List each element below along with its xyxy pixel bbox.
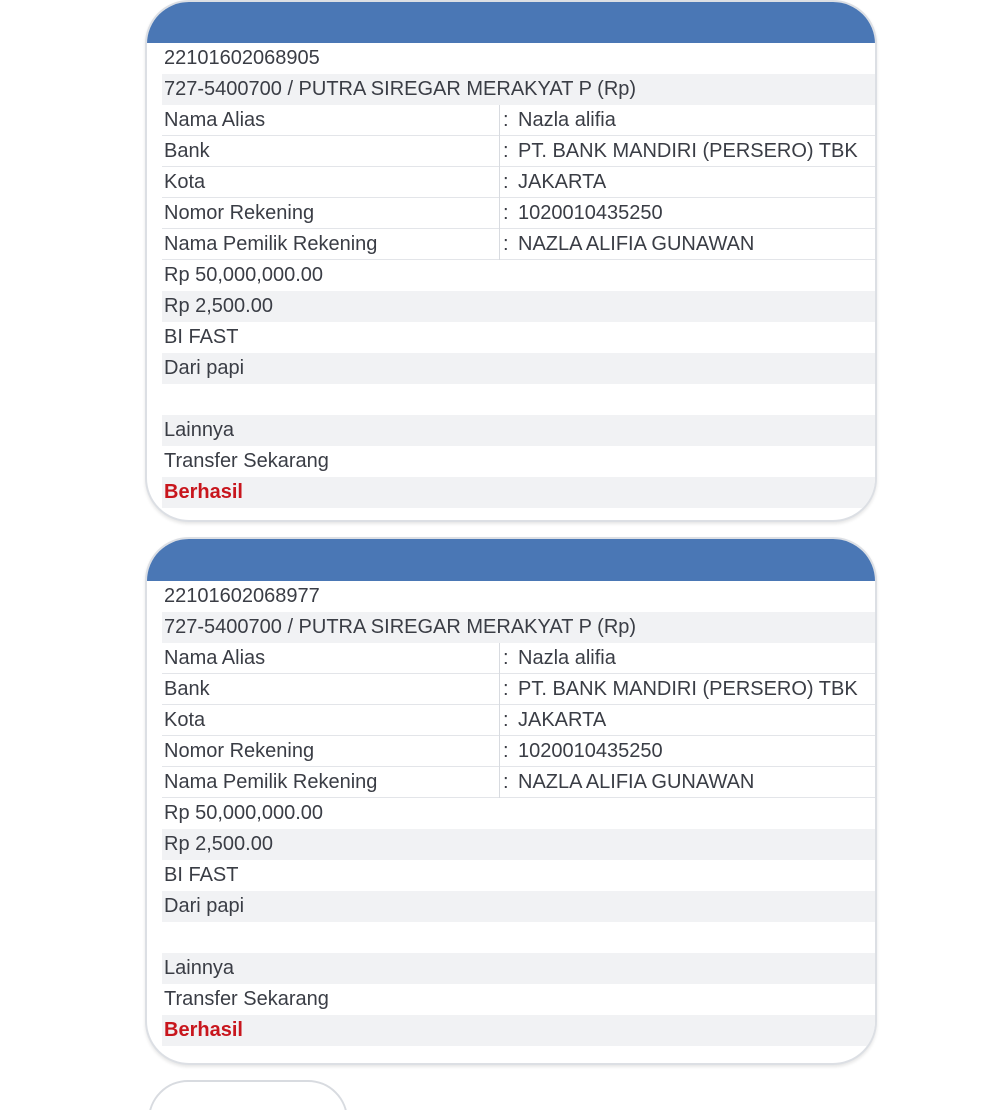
blank-row bbox=[162, 384, 875, 415]
card-header bbox=[147, 2, 875, 43]
detail-row-alias bbox=[162, 105, 875, 136]
transfer-note: Dari papi bbox=[162, 353, 875, 384]
transfer-category: Lainnya bbox=[162, 953, 875, 984]
detail-row-city bbox=[162, 705, 875, 736]
partial-next-card[interactable] bbox=[148, 1080, 348, 1110]
detail-separator: : bbox=[499, 643, 511, 674]
transaction-rows bbox=[147, 581, 875, 1046]
detail-separator: : bbox=[499, 767, 511, 798]
reference-number: 22101602068905 bbox=[164, 47, 320, 69]
detail-value: 1020010435250 bbox=[518, 202, 663, 224]
detail-separator: : bbox=[499, 198, 511, 229]
detail-separator: : bbox=[499, 105, 511, 136]
detail-row-account-owner bbox=[162, 229, 875, 260]
detail-row-account-number bbox=[162, 736, 875, 767]
source-account: 727-5400700 / PUTRA SIREGAR MERAKYAT P (Rp) bbox=[162, 74, 875, 105]
detail-value: Nazla alifia bbox=[518, 109, 616, 131]
detail-row-alias bbox=[162, 643, 875, 674]
detail-separator: : bbox=[499, 736, 511, 767]
transfer-category: Lainnya bbox=[162, 415, 875, 446]
transaction-card bbox=[145, 537, 877, 1065]
detail-value: Nazla alifia bbox=[518, 647, 616, 669]
transfer-method: BI FAST bbox=[164, 326, 239, 348]
transfer-schedule: Transfer Sekarang bbox=[164, 450, 329, 472]
detail-label: Nama Pemilik Rekening bbox=[164, 233, 378, 255]
detail-separator: : bbox=[499, 167, 511, 198]
transfer-note: Dari papi bbox=[162, 891, 875, 922]
transfer-fee: Rp 2,500.00 bbox=[162, 291, 875, 322]
detail-separator: : bbox=[499, 674, 511, 705]
blank-row bbox=[162, 922, 875, 953]
detail-label: Bank bbox=[164, 140, 210, 162]
reference-number: 22101602068977 bbox=[164, 585, 320, 607]
status-badge: Berhasil bbox=[162, 1015, 875, 1046]
detail-label: Kota bbox=[164, 709, 206, 731]
detail-row-city bbox=[162, 167, 875, 198]
detail-label: Nama Alias bbox=[164, 109, 266, 131]
detail-row-bank bbox=[162, 136, 875, 167]
transaction-rows bbox=[147, 43, 875, 508]
detail-label: Nama Pemilik Rekening bbox=[164, 771, 378, 793]
detail-label: Nomor Rekening bbox=[164, 740, 315, 762]
detail-value: JAKARTA bbox=[518, 709, 607, 731]
detail-value: NAZLA ALIFIA GUNAWAN bbox=[518, 233, 755, 255]
detail-value: PT. BANK MANDIRI (PERSERO) TBK bbox=[518, 140, 858, 162]
detail-value: PT. BANK MANDIRI (PERSERO) TBK bbox=[518, 678, 858, 700]
detail-label: Kota bbox=[164, 171, 206, 193]
source-account: 727-5400700 / PUTRA SIREGAR MERAKYAT P (Rp) bbox=[162, 612, 875, 643]
detail-row-account-owner bbox=[162, 767, 875, 798]
transfer-schedule: Transfer Sekarang bbox=[164, 988, 329, 1010]
detail-value: 1020010435250 bbox=[518, 740, 663, 762]
detail-separator: : bbox=[499, 705, 511, 736]
detail-label: Nama Alias bbox=[164, 647, 266, 669]
detail-separator: : bbox=[499, 136, 511, 167]
transfer-method: BI FAST bbox=[164, 864, 239, 886]
detail-separator: : bbox=[499, 229, 511, 260]
detail-value: NAZLA ALIFIA GUNAWAN bbox=[518, 771, 755, 793]
card-header bbox=[147, 539, 875, 581]
detail-label: Nomor Rekening bbox=[164, 202, 315, 224]
transfer-amount: Rp 50,000,000.00 bbox=[164, 264, 324, 286]
transaction-card bbox=[145, 0, 877, 522]
detail-row-account-number bbox=[162, 198, 875, 229]
detail-value: JAKARTA bbox=[518, 171, 607, 193]
detail-label: Bank bbox=[164, 678, 210, 700]
status-badge: Berhasil bbox=[162, 477, 875, 508]
transfer-amount: Rp 50,000,000.00 bbox=[164, 802, 324, 824]
detail-row-bank bbox=[162, 674, 875, 705]
transfer-fee: Rp 2,500.00 bbox=[162, 829, 875, 860]
